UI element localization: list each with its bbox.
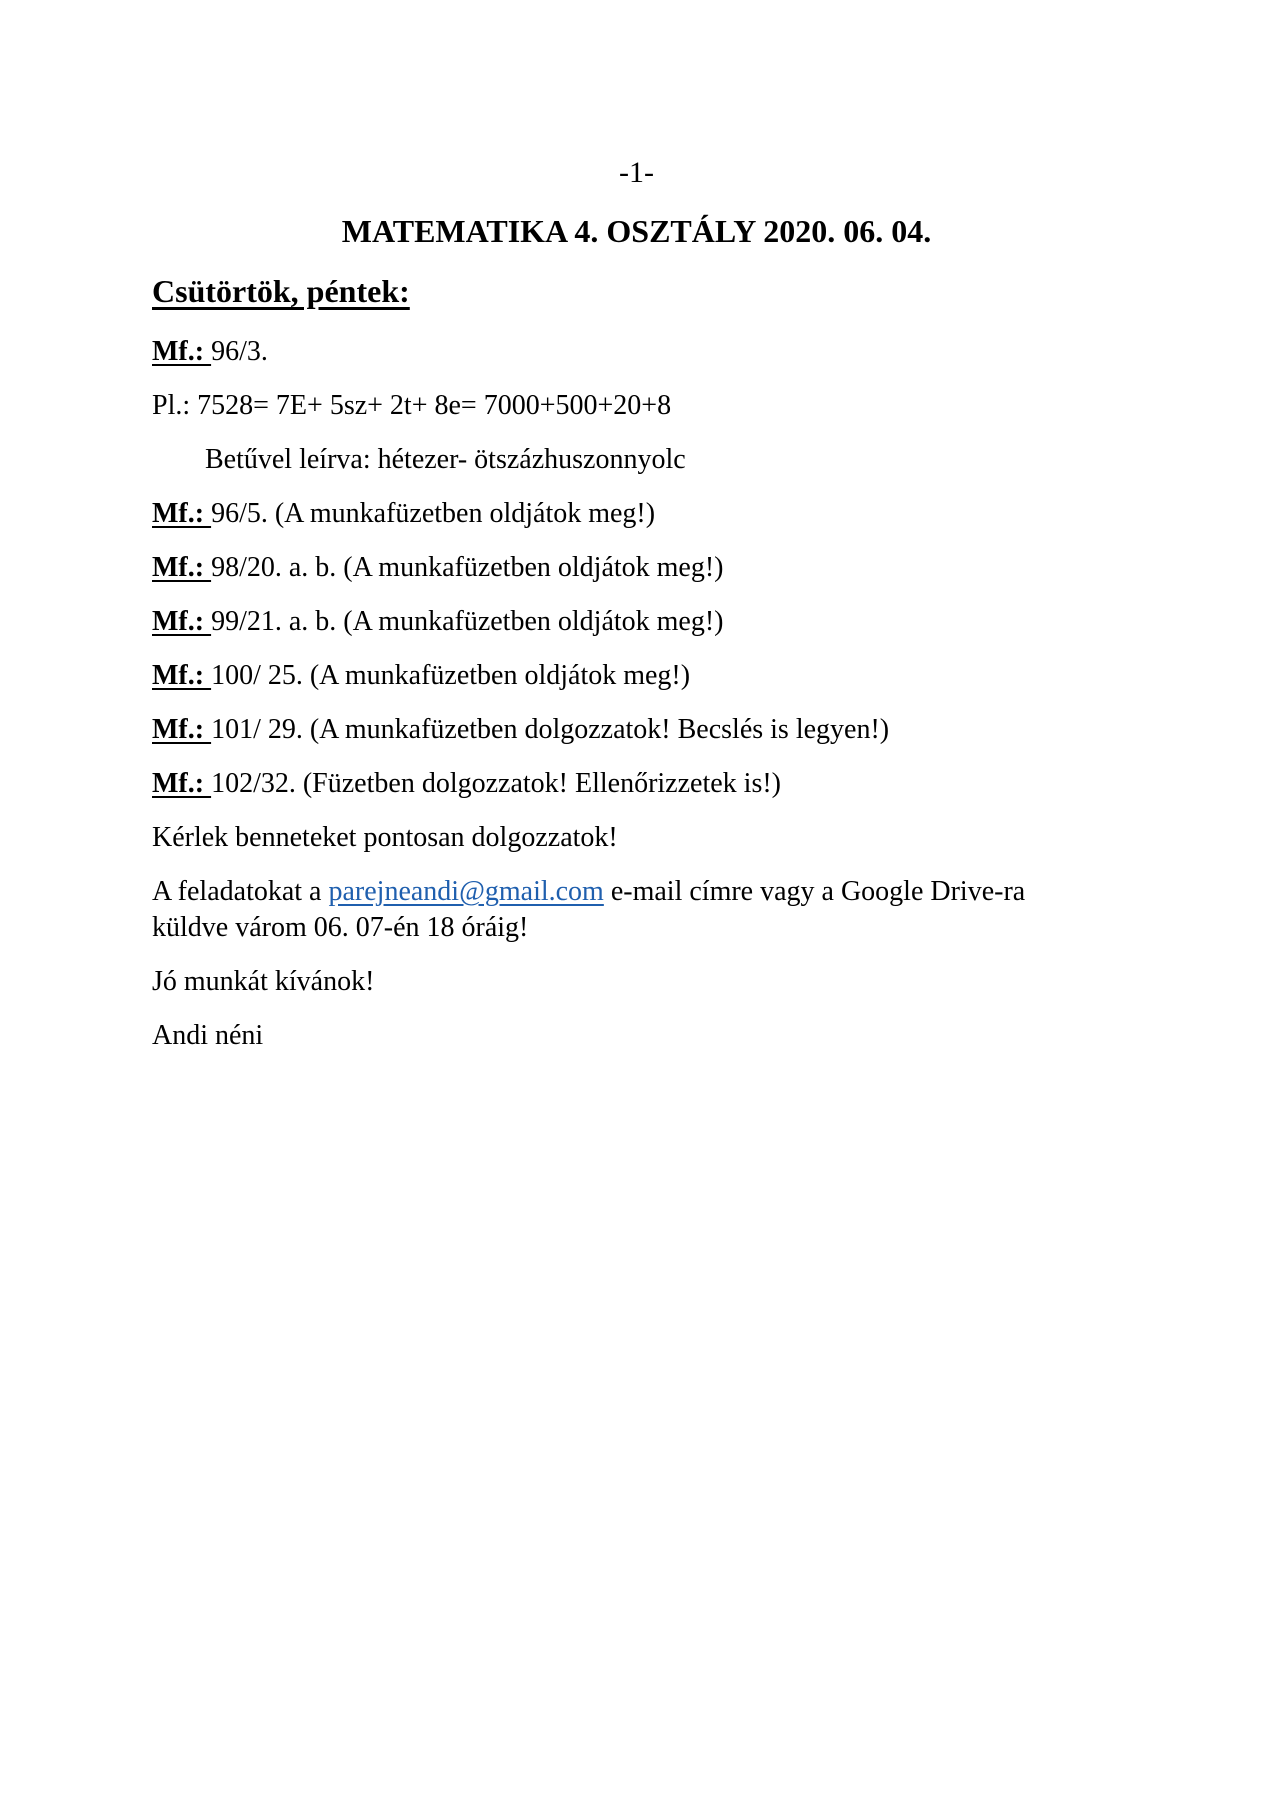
send-line [152,876,1025,908]
signature: Andi néni [152,1020,264,1051]
task-text: 101/ 29. (A munkafüzetben dolgozzatok! Becslés is legyen!) [211,714,890,745]
task-line-1 [152,336,268,368]
task-line-2 [152,498,655,530]
task-prefix: Mf.: [152,606,212,637]
task-prefix: Mf.: [152,660,212,691]
wish-line: Jó munkát kívánok! [152,966,375,997]
example-words-line: Betűvel leírva: hétezer- ötszázhuszonnyolc [205,444,686,475]
email-link[interactable]: parejneandi@gmail.com [328,876,604,907]
document-title: MATEMATIKA 4. OSZTÁLY 2020. 06. 04. [341,213,932,249]
send-text-before: A feladatokat a [152,876,322,907]
example-line: Pl.: 7528= 7E+ 5sz+ 2t+ 8e= 7000+500+20+8 [152,390,672,421]
task-text: 99/21. a. b. (A munkafüzetben oldjátok meg!) [211,606,724,637]
request-line: Kérlek benneteket pontosan dolgozzatok! [152,822,618,853]
task-line-7 [152,768,781,800]
section-heading: Csütörtök, péntek: [152,273,410,309]
page-number: -1- [619,156,654,189]
task-line-4 [152,606,724,638]
task-text: 98/20. a. b. (A munkafüzetben oldjátok meg!) [211,552,724,583]
task-line-6 [152,714,889,746]
send-text-after: e-mail címre vagy a Google Drive-ra [610,876,1026,907]
task-text: 96/5. (A munkafüzetben oldjátok meg!) [211,498,656,529]
task-text: 100/ 25. (A munkafüzetben oldjátok meg!) [211,660,691,691]
task-text: 96/3. [211,336,268,367]
task-prefix: Mf.: [152,714,212,745]
deadline-line: küldve várom 06. 07-én 18 óráig! [152,912,529,943]
task-prefix: Mf.: [152,768,212,799]
task-prefix: Mf.: [152,552,212,583]
task-line-5 [152,660,690,692]
task-line-3 [152,552,724,584]
task-text: 102/32. (Füzetben dolgozzatok! Ellenőrizzetek is!) [211,768,781,799]
task-prefix: Mf.: [152,336,212,367]
task-prefix: Mf.: [152,498,212,529]
